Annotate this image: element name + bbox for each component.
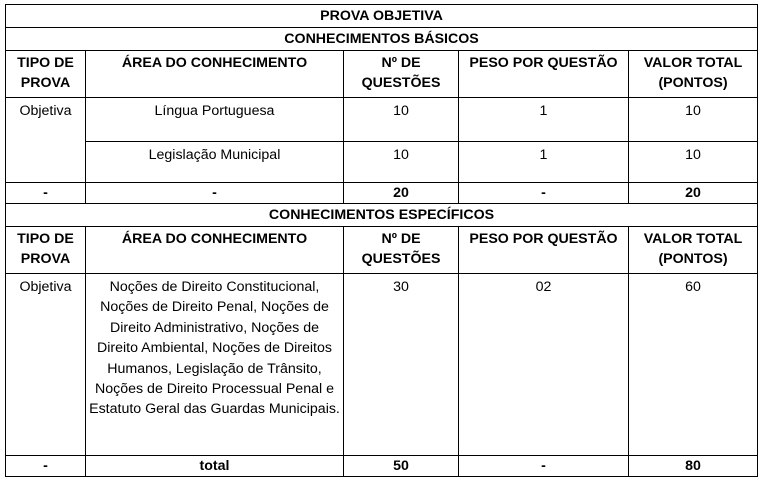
table-row — [6, 98, 758, 142]
cell-questoes: 10 — [344, 142, 459, 183]
cell-questoes: 10 — [344, 98, 459, 142]
header-questoes: Nº DE QUESTÕES — [344, 51, 459, 98]
cell-valor: 10 — [629, 98, 758, 142]
total-valor: 80 — [629, 456, 758, 477]
section-title-especificos: CONHECIMENTOS ESPECÍFICOS — [6, 204, 758, 227]
cell-tipo: Objetiva — [6, 98, 86, 183]
total-tipo: - — [6, 456, 86, 477]
table-row — [6, 142, 758, 183]
cell-peso: 1 — [459, 98, 629, 142]
header-tipo: TIPO DE PROVA — [6, 51, 86, 98]
cell-area: Língua Portuguesa — [86, 98, 344, 142]
header-peso: PESO POR QUESTÃO — [459, 51, 629, 98]
header-area: ÁREA DO CONHECIMENTO — [86, 227, 344, 274]
table-row — [6, 274, 758, 456]
total-valor: 20 — [629, 183, 758, 204]
cell-valor: 10 — [629, 142, 758, 183]
cell-tipo: Objetiva — [6, 274, 86, 456]
cell-area: Legislação Municipal — [86, 142, 344, 183]
section-title-basicos: CONHECIMENTOS BÁSICOS — [6, 28, 758, 51]
header-area: ÁREA DO CONHECIMENTO — [86, 51, 344, 98]
table-title: PROVA OBJETIVA — [6, 5, 758, 28]
total-questoes: 50 — [344, 456, 459, 477]
cell-peso: 1 — [459, 142, 629, 183]
total-row-basicos — [6, 183, 758, 204]
cell-area: Noções de Direito Constitucional, Noções de Direito Penal, Noções de Direito Administrativo, Noções de Direito Ambiental, Noções de Direitos Humanos, Legislação de Trânsito, Noções de Direito Processual Penal e Estatuto Geral das Guardas Municipais. — [86, 274, 344, 456]
header-valor: VALOR TOTAL (PONTOS) — [629, 51, 758, 98]
prova-objetiva-table — [5, 4, 758, 477]
total-area: - — [86, 183, 344, 204]
header-valor: VALOR TOTAL (PONTOS) — [629, 227, 758, 274]
cell-questoes: 30 — [344, 274, 459, 456]
header-peso: PESO POR QUESTÃO — [459, 227, 629, 274]
cell-peso: 02 — [459, 274, 629, 456]
cell-valor: 60 — [629, 274, 758, 456]
header-questoes: Nº DE QUESTÕES — [344, 227, 459, 274]
total-area: total — [86, 456, 344, 477]
total-row-especificos — [6, 456, 758, 477]
total-tipo: - — [6, 183, 86, 204]
total-peso: - — [459, 183, 629, 204]
header-tipo: TIPO DE PROVA — [6, 227, 86, 274]
total-peso: - — [459, 456, 629, 477]
total-questoes: 20 — [344, 183, 459, 204]
